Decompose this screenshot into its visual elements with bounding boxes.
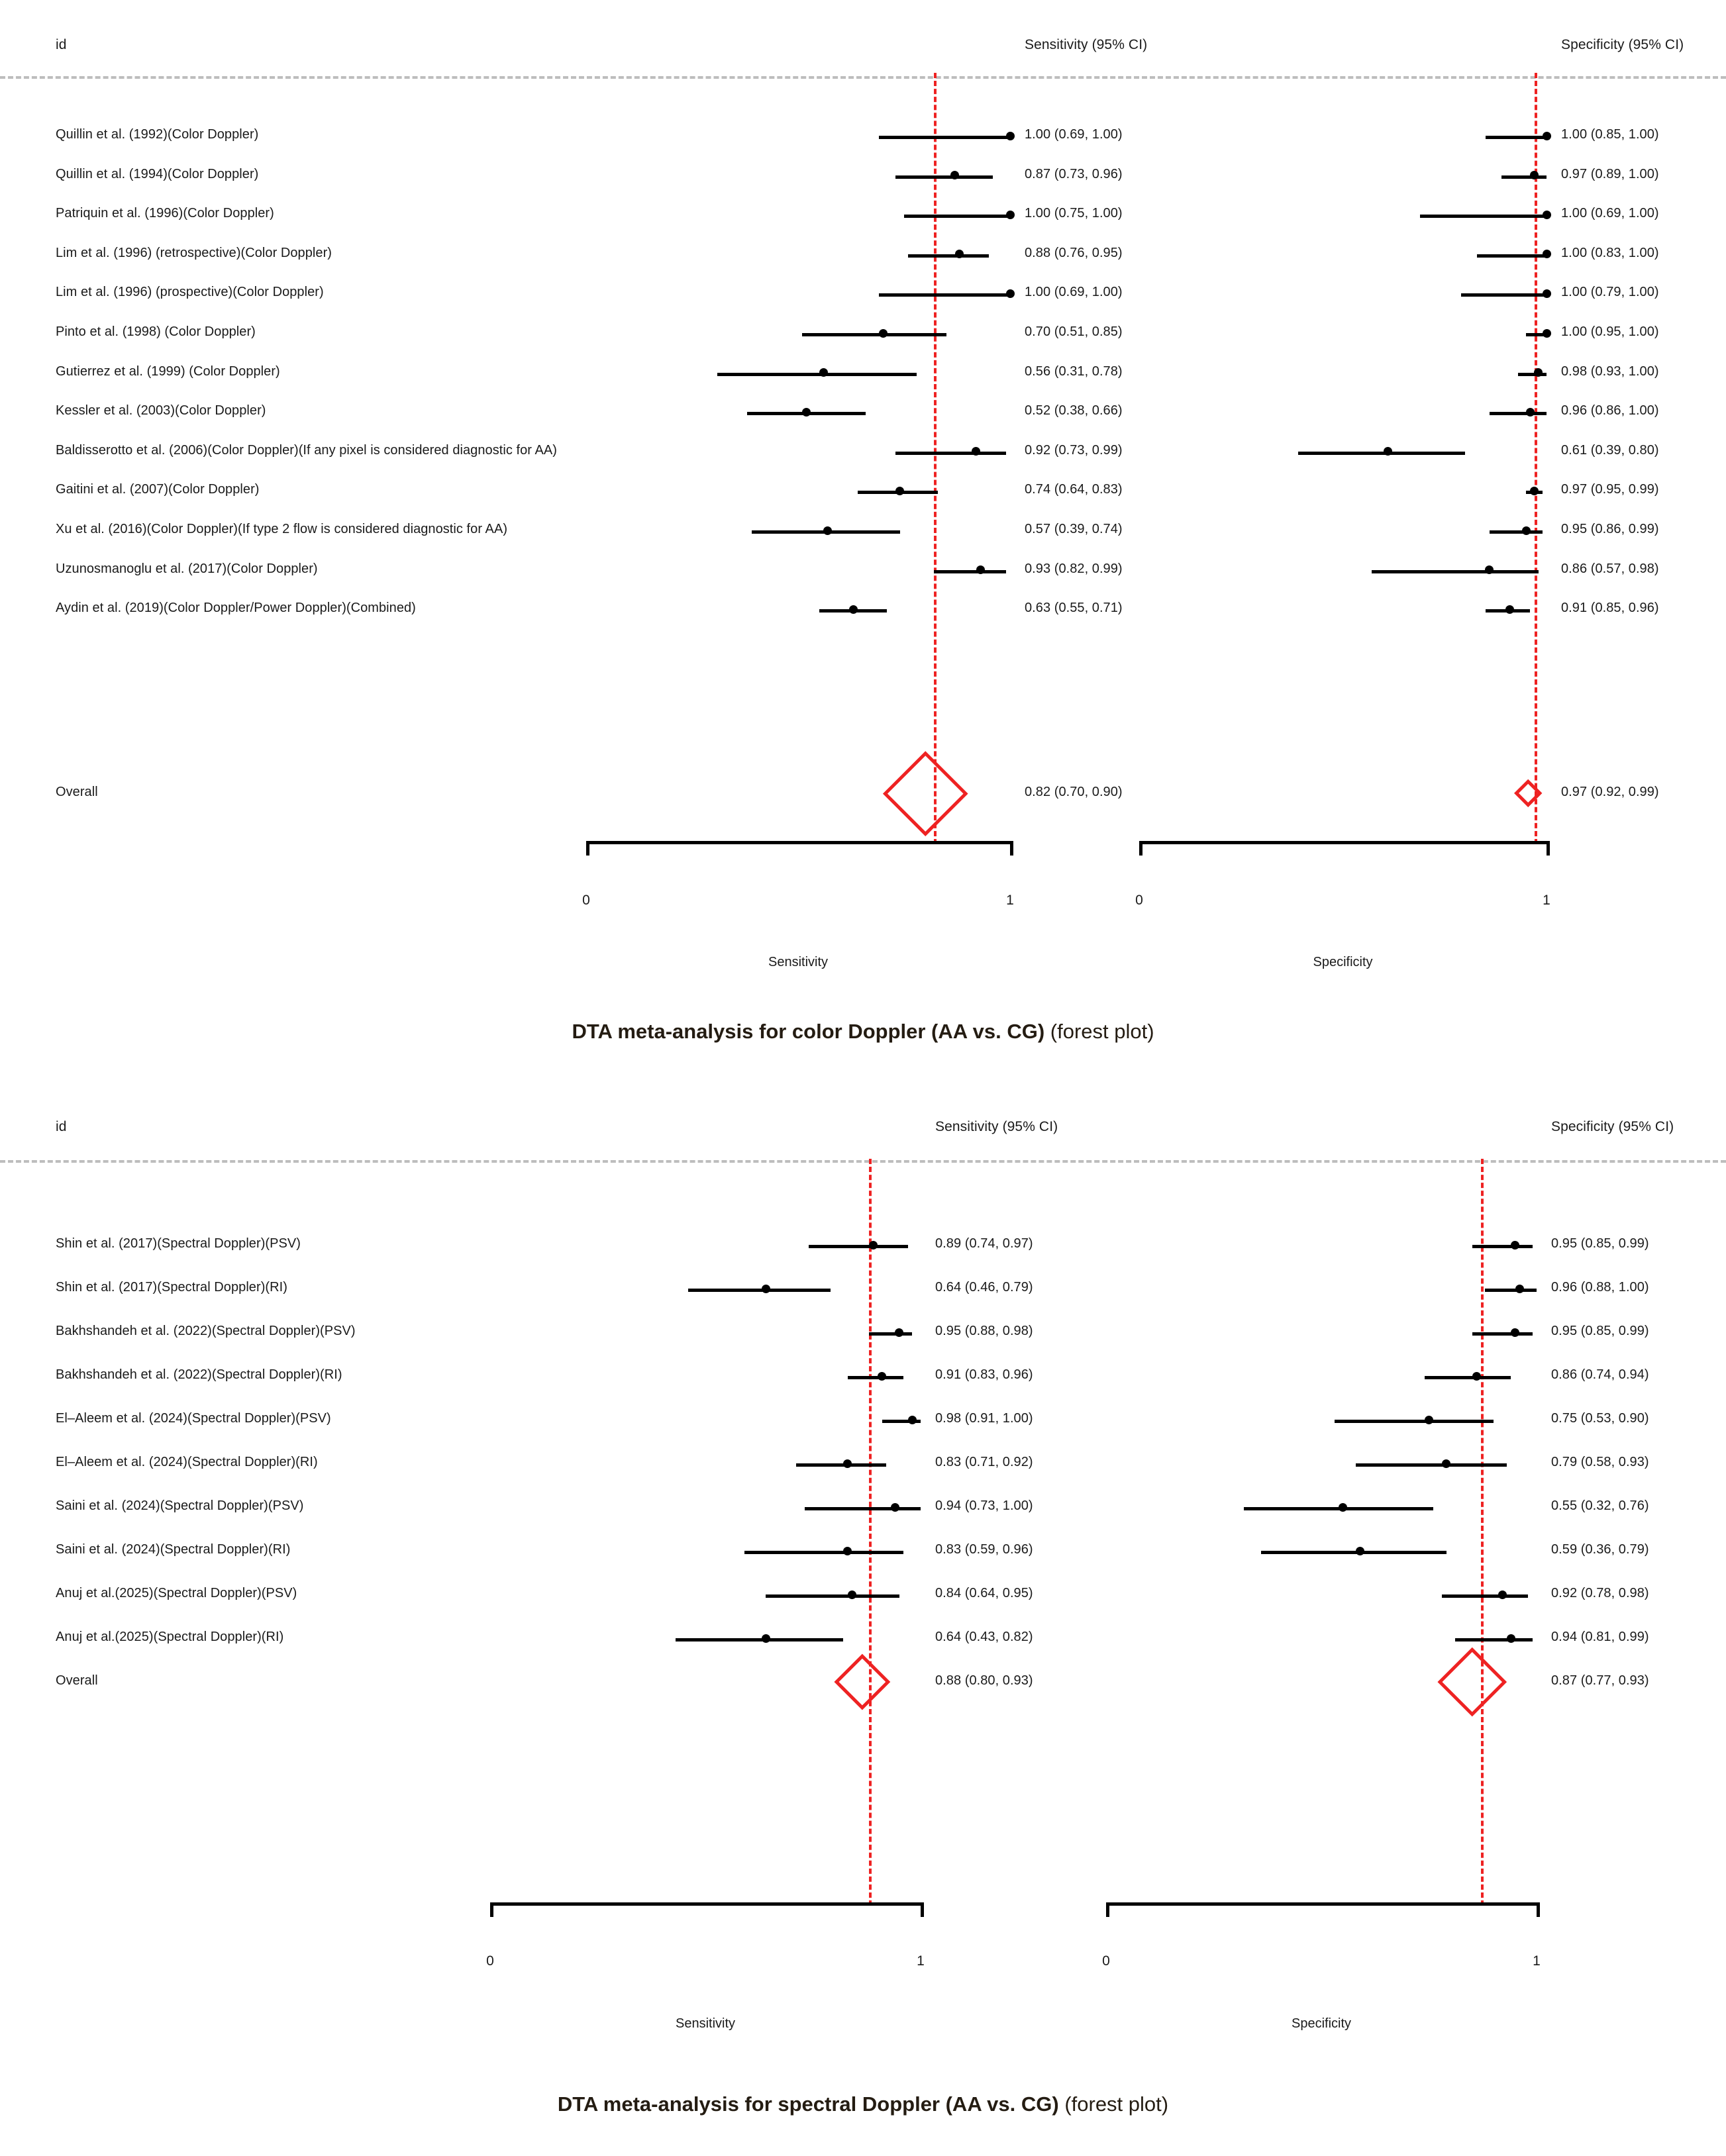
sensitivity-value: 0.74 (0.64, 0.83) bbox=[1025, 482, 1123, 497]
study-label: Pinto et al. (1998) (Color Doppler) bbox=[56, 324, 256, 339]
ci-point-sensitivity bbox=[908, 1416, 917, 1424]
ci-point-sensitivity bbox=[843, 1459, 852, 1468]
study-label: Aydin et al. (2019)(Color Doppler/Power Doppler)(Combined) bbox=[56, 601, 416, 616]
ci-point-specificity bbox=[1339, 1503, 1347, 1512]
axis-tick-min-sensitivity: 0 bbox=[582, 893, 590, 908]
ci-line-specificity bbox=[1425, 1376, 1511, 1379]
specificity-value: 0.55 (0.32, 0.76) bbox=[1551, 1498, 1649, 1513]
ci-point-specificity bbox=[1498, 1591, 1507, 1599]
sensitivity-value: 0.93 (0.82, 0.99) bbox=[1025, 561, 1123, 576]
specificity-value: 1.00 (0.69, 1.00) bbox=[1561, 206, 1659, 221]
sensitivity-value: 0.83 (0.59, 0.96) bbox=[935, 1542, 1033, 1557]
axis-tick-max-specificity: 1 bbox=[1543, 893, 1550, 908]
study-label: Baldisserotto et al. (2006)(Color Doppler)(If any pixel is considered diagnostic for AA) bbox=[56, 442, 557, 458]
study-label: Bakhshandeh et al. (2022)(Spectral Doppler)(PSV) bbox=[56, 1324, 356, 1338]
sensitivity-value: 1.00 (0.69, 1.00) bbox=[1025, 285, 1123, 300]
ci-line-sensitivity bbox=[676, 1638, 844, 1642]
specificity-value: 0.95 (0.85, 0.99) bbox=[1551, 1324, 1649, 1338]
specificity-value: 0.98 (0.93, 1.00) bbox=[1561, 364, 1659, 379]
column-header-specificity: Specificity (95% CI) bbox=[1551, 1119, 1674, 1134]
axis-tick-max-sensitivity: 1 bbox=[1006, 893, 1014, 908]
axis-cap-left-specificity bbox=[1106, 1902, 1109, 1917]
specificity-value: 0.97 (0.89, 1.00) bbox=[1561, 166, 1659, 181]
specificity-value: 0.96 (0.88, 1.00) bbox=[1551, 1280, 1649, 1295]
ci-line-sensitivity bbox=[766, 1594, 899, 1598]
sensitivity-value: 0.57 (0.39, 0.74) bbox=[1025, 522, 1123, 536]
ci-point-specificity bbox=[1511, 1241, 1519, 1250]
ci-point-specificity bbox=[1425, 1416, 1433, 1424]
specificity-value: 1.00 (0.95, 1.00) bbox=[1561, 324, 1659, 339]
ci-line-sensitivity bbox=[869, 1332, 912, 1336]
study-label: El–Aleem et al. (2024)(Spectral Doppler)(PSV) bbox=[56, 1411, 331, 1426]
overall-specificity-value: 0.87 (0.77, 0.93) bbox=[1551, 1673, 1649, 1688]
axis-line-sensitivity bbox=[490, 1902, 921, 1906]
study-label: Saini et al. (2024)(Spectral Doppler)(RI) bbox=[56, 1542, 291, 1557]
column-header-id: id bbox=[56, 1119, 67, 1134]
overall-label: Overall bbox=[56, 1673, 98, 1688]
specificity-value: 0.86 (0.74, 0.94) bbox=[1551, 1367, 1649, 1382]
study-label: Shin et al. (2017)(Spectral Doppler)(RI) bbox=[56, 1280, 287, 1295]
specificity-value: 0.75 (0.53, 0.90) bbox=[1551, 1411, 1649, 1426]
overall-label: Overall bbox=[56, 785, 98, 799]
study-label: Anuj et al.(2025)(Spectral Doppler)(PSV) bbox=[56, 1586, 297, 1600]
study-label: Uzunosmanoglu et al. (2017)(Color Doppler) bbox=[56, 561, 318, 576]
column-header-specificity: Specificity (95% CI) bbox=[1561, 37, 1684, 52]
ci-line-specificity bbox=[1261, 1551, 1447, 1554]
sensitivity-value: 0.89 (0.74, 0.97) bbox=[935, 1236, 1033, 1251]
specificity-value: 1.00 (0.85, 1.00) bbox=[1561, 127, 1659, 142]
ci-line-sensitivity bbox=[688, 1289, 831, 1292]
sensitivity-value: 0.91 (0.83, 0.96) bbox=[935, 1367, 1033, 1382]
axis-tick-min-specificity: 0 bbox=[1102, 1953, 1110, 1969]
ci-line-sensitivity bbox=[744, 1551, 904, 1554]
axis-title-specificity: Specificity bbox=[1291, 2016, 1352, 2031]
axis-tick-max-specificity: 1 bbox=[1533, 1953, 1541, 1969]
plot-caption-bold: DTA meta-analysis for color Doppler (AA vs. CG) bbox=[572, 1020, 1045, 1043]
specificity-value: 0.61 (0.39, 0.80) bbox=[1561, 442, 1659, 458]
column-header-sensitivity: Sensitivity (95% CI) bbox=[935, 1119, 1058, 1134]
ci-point-sensitivity bbox=[895, 1328, 903, 1337]
axis-line-specificity bbox=[1106, 1902, 1537, 1906]
study-label: Saini et al. (2024)(Spectral Doppler)(PSV) bbox=[56, 1498, 304, 1513]
axis-tick-max-sensitivity: 1 bbox=[917, 1953, 925, 1969]
ci-point-specificity bbox=[1442, 1459, 1450, 1468]
ci-point-specificity bbox=[1511, 1328, 1519, 1337]
study-label: Bakhshandeh et al. (2022)(Spectral Doppler)(RI) bbox=[56, 1367, 342, 1382]
sensitivity-value: 0.70 (0.51, 0.85) bbox=[1025, 324, 1123, 339]
axis-title-specificity: Specificity bbox=[1313, 955, 1373, 969]
ci-line-specificity bbox=[1472, 1245, 1533, 1248]
specificity-value: 0.92 (0.78, 0.98) bbox=[1551, 1586, 1649, 1600]
specificity-value: 0.91 (0.85, 0.96) bbox=[1561, 601, 1659, 616]
plot-caption-rest: (forest plot) bbox=[1044, 1020, 1154, 1043]
specificity-value: 0.86 (0.57, 0.98) bbox=[1561, 561, 1659, 576]
specificity-value: 0.95 (0.86, 0.99) bbox=[1561, 522, 1659, 536]
ci-line-specificity bbox=[1335, 1420, 1494, 1423]
specificity-value: 0.94 (0.81, 0.99) bbox=[1551, 1630, 1649, 1644]
specificity-value: 0.79 (0.58, 0.93) bbox=[1551, 1455, 1649, 1469]
sensitivity-value: 0.87 (0.73, 0.96) bbox=[1025, 166, 1123, 181]
ci-point-sensitivity bbox=[848, 1591, 856, 1599]
ci-point-specificity bbox=[1507, 1634, 1515, 1643]
ci-line-specificity bbox=[1356, 1463, 1507, 1467]
axis-title-sensitivity: Sensitivity bbox=[675, 2016, 736, 2031]
ci-point-sensitivity bbox=[891, 1503, 899, 1512]
sensitivity-value: 0.94 (0.73, 1.00) bbox=[935, 1498, 1033, 1513]
ci-line-sensitivity bbox=[796, 1463, 887, 1467]
study-label: Gaitini et al. (2007)(Color Doppler) bbox=[56, 482, 260, 497]
ci-point-specificity bbox=[1356, 1547, 1364, 1555]
ci-point-sensitivity bbox=[843, 1547, 852, 1555]
sensitivity-value: 0.84 (0.64, 0.95) bbox=[935, 1586, 1033, 1600]
specificity-value: 1.00 (0.83, 1.00) bbox=[1561, 245, 1659, 260]
sensitivity-value: 0.83 (0.71, 0.92) bbox=[935, 1455, 1033, 1469]
sensitivity-value: 0.63 (0.55, 0.71) bbox=[1025, 601, 1123, 616]
ci-point-sensitivity bbox=[878, 1372, 886, 1381]
study-label: Patriquin et al. (1996)(Color Doppler) bbox=[56, 206, 274, 221]
specificity-value: 0.96 (0.86, 1.00) bbox=[1561, 403, 1659, 418]
axis-tick-min-sensitivity: 0 bbox=[486, 1953, 494, 1969]
ci-line-specificity bbox=[1442, 1594, 1528, 1598]
axis-tick-min-specificity: 0 bbox=[1135, 893, 1143, 908]
sensitivity-value: 0.56 (0.31, 0.78) bbox=[1025, 364, 1123, 379]
ci-point-sensitivity bbox=[762, 1634, 770, 1643]
axis-cap-left-sensitivity bbox=[490, 1902, 493, 1917]
ci-point-specificity bbox=[1472, 1372, 1481, 1381]
sensitivity-value: 0.95 (0.88, 0.98) bbox=[935, 1324, 1033, 1338]
ci-line-sensitivity bbox=[809, 1245, 908, 1248]
reference-line-sensitivity bbox=[869, 1159, 872, 1906]
study-label: Xu et al. (2016)(Color Doppler)(If type 2 flow is considered diagnostic for AA) bbox=[56, 522, 508, 536]
axis-cap-right-sensitivity bbox=[921, 1902, 924, 1917]
sensitivity-value: 0.52 (0.38, 0.66) bbox=[1025, 403, 1123, 418]
column-header-id: id bbox=[56, 37, 67, 52]
overall-sensitivity-value: 0.82 (0.70, 0.90) bbox=[1025, 785, 1123, 799]
ci-line-sensitivity bbox=[848, 1376, 904, 1379]
reference-line-specificity bbox=[1481, 1159, 1484, 1906]
ci-line-sensitivity bbox=[805, 1507, 921, 1510]
study-label: Lim et al. (1996) (prospective)(Color Doppler) bbox=[56, 285, 324, 300]
sensitivity-value: 0.88 (0.76, 0.95) bbox=[1025, 245, 1123, 260]
sensitivity-value: 0.98 (0.91, 1.00) bbox=[935, 1411, 1033, 1426]
study-label: Quillin et al. (1994)(Color Doppler) bbox=[56, 166, 259, 181]
specificity-value: 0.95 (0.85, 0.99) bbox=[1551, 1236, 1649, 1251]
ci-line-specificity bbox=[1472, 1332, 1533, 1336]
overall-diamond-specificity bbox=[1437, 1647, 1506, 1716]
plot-caption bbox=[0, 2092, 1726, 2116]
plot-caption-rest: (forest plot) bbox=[1058, 2092, 1169, 2116]
overall-diamond-sensitivity bbox=[835, 1654, 890, 1710]
axis-title-sensitivity: Sensitivity bbox=[768, 955, 829, 969]
study-label: Gutierrez et al. (1999) (Color Doppler) bbox=[56, 364, 280, 379]
ci-line-specificity bbox=[1485, 1289, 1537, 1292]
sensitivity-value: 0.64 (0.46, 0.79) bbox=[935, 1280, 1033, 1295]
sensitivity-value: 1.00 (0.69, 1.00) bbox=[1025, 127, 1123, 142]
sensitivity-value: 1.00 (0.75, 1.00) bbox=[1025, 206, 1123, 221]
ci-line-specificity bbox=[1455, 1638, 1533, 1642]
study-label: Lim et al. (1996) (retrospective)(Color Doppler) bbox=[56, 245, 332, 260]
axis-cap-right-specificity bbox=[1537, 1902, 1540, 1917]
column-header-sensitivity: Sensitivity (95% CI) bbox=[1025, 37, 1148, 52]
overall-specificity-value: 0.97 (0.92, 0.99) bbox=[1561, 785, 1659, 799]
ci-point-specificity bbox=[1515, 1285, 1524, 1293]
specificity-value: 1.00 (0.79, 1.00) bbox=[1561, 285, 1659, 300]
study-label: Shin et al. (2017)(Spectral Doppler)(PSV) bbox=[56, 1236, 301, 1251]
sensitivity-value: 0.92 (0.73, 0.99) bbox=[1025, 442, 1123, 458]
study-label: Kessler et al. (2003)(Color Doppler) bbox=[56, 403, 266, 418]
sensitivity-value: 0.64 (0.43, 0.82) bbox=[935, 1630, 1033, 1644]
header-divider bbox=[0, 1160, 1726, 1163]
overall-sensitivity-value: 0.88 (0.80, 0.93) bbox=[935, 1673, 1033, 1688]
ci-point-sensitivity bbox=[869, 1241, 878, 1250]
specificity-value: 0.59 (0.36, 0.79) bbox=[1551, 1542, 1649, 1557]
plot-caption-bold: DTA meta-analysis for spectral Doppler (AA vs. CG) bbox=[557, 2092, 1059, 2116]
study-label: Anuj et al.(2025)(Spectral Doppler)(RI) bbox=[56, 1630, 284, 1644]
study-label: El–Aleem et al. (2024)(Spectral Doppler)(RI) bbox=[56, 1455, 318, 1469]
specificity-value: 0.97 (0.95, 0.99) bbox=[1561, 482, 1659, 497]
ci-point-sensitivity bbox=[762, 1285, 770, 1293]
study-label: Quillin et al. (1992)(Color Doppler) bbox=[56, 127, 259, 142]
